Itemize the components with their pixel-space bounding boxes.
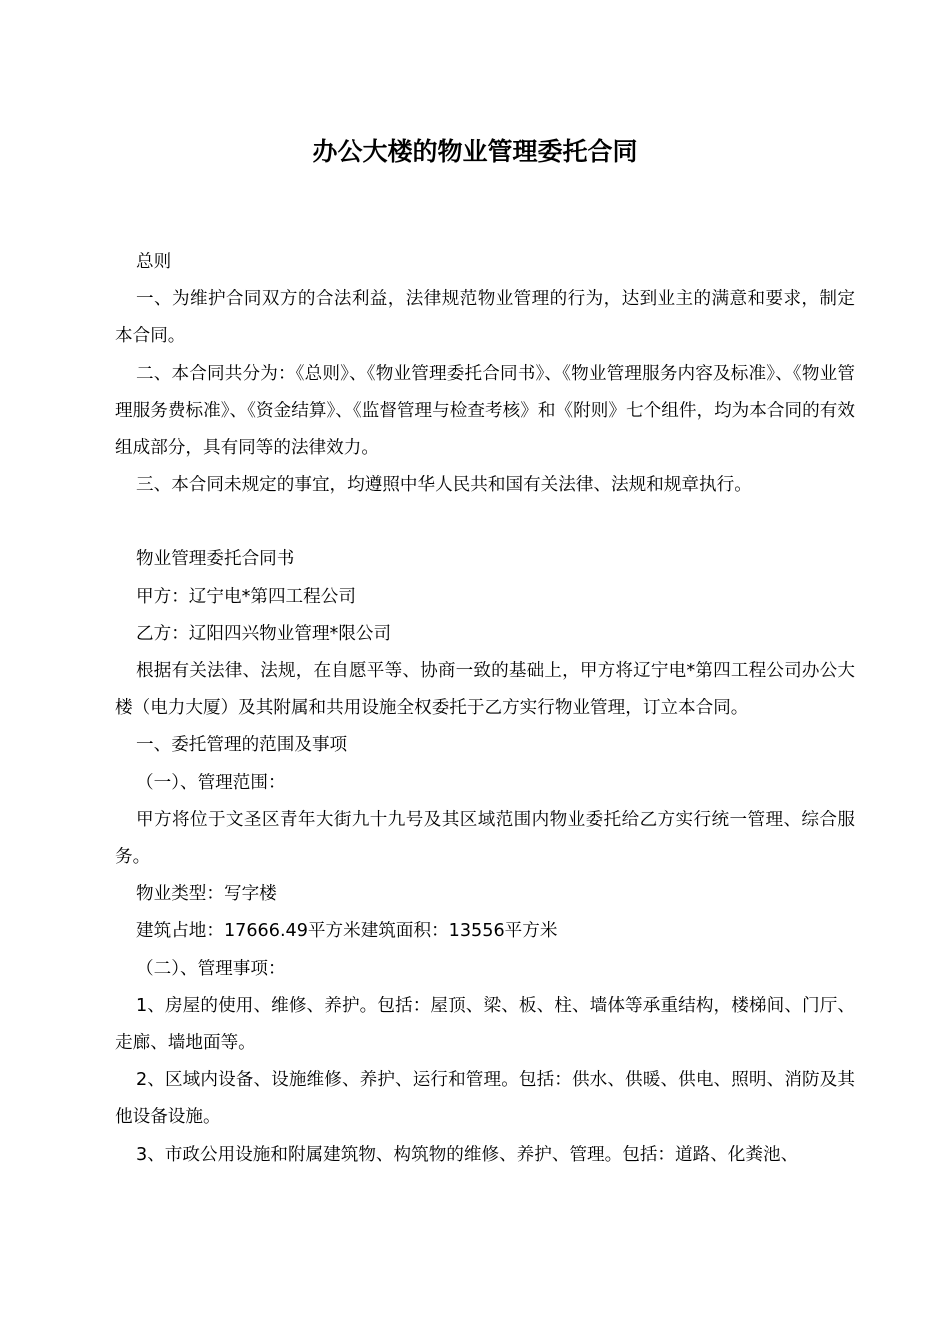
matters-heading: （二）、管理事项： [136, 958, 286, 979]
party-a: 甲方：辽宁电*第四工程公司 [136, 586, 356, 607]
matters-item-1: 1、房屋的使用、维修、养护。包括：屋顶、梁、板、柱、墙体等承重结构，楼梯间、门厅、走廊、墙地面等。 [115, 995, 855, 1054]
property-type: 物业类型：写字楼 [136, 884, 277, 905]
general-clause-3: 三、本合同未规定的事宜，均遵照中华人民共和国有关法律、法规和规章执行。 [136, 475, 752, 496]
contract-preamble: 根据有关法律、法规，在自愿平等、协商一致的基础上，甲方将辽宁电*第四工程公司办公大楼（电力大厦）及其附属和共用设施全权委托于乙方实行物业管理，订立本合同。 [115, 661, 855, 719]
scope-text: 甲方将位于文圣区青年大街九十九号及其区域范围内物业委托给乙方实行统一管理、综合服务。 [115, 809, 855, 868]
section-1-heading: 一、委托管理的范围及事项 [136, 735, 348, 756]
building-area: 建筑占地：17666.49平方米建筑面积：13556平方米 [136, 921, 558, 942]
scope-heading: （一）、管理范围： [136, 772, 286, 793]
document-title: 办公大楼的物业管理委托合同 [312, 137, 638, 166]
party-b: 乙方：辽阳四兴物业管理*限公司 [136, 623, 392, 644]
contract-heading: 物业管理委托合同书 [136, 549, 295, 570]
general-clause-1: 一、为维护合同双方的合法利益，法律规范物业管理的行为，达到业主的满意和要求，制定本合同。 [115, 289, 855, 347]
matters-item-2: 2、区域内设备、设施维修、养护、运行和管理。包括：供水、供暖、供电、照明、消防及其他设备设施。 [115, 1070, 855, 1128]
general-clause-2: 二、本合同共分为：《总则》、《物业管理委托合同书》、《物业管理服务内容及标准》、《物业管理服务费标准》、《资金结算》、《监督管理与检查考核》和《附则》七个组件，均为本合同的有效组成部分，具有同等的法律效力。 [115, 363, 855, 459]
general-heading: 总则 [136, 252, 172, 272]
section-spacer [115, 504, 855, 541]
matters-item-3: 3、市政公用设施和附属建筑物、构筑物的维修、养护、管理。包括：道路、化粪池、 [136, 1144, 799, 1165]
document-body [115, 244, 855, 1174]
